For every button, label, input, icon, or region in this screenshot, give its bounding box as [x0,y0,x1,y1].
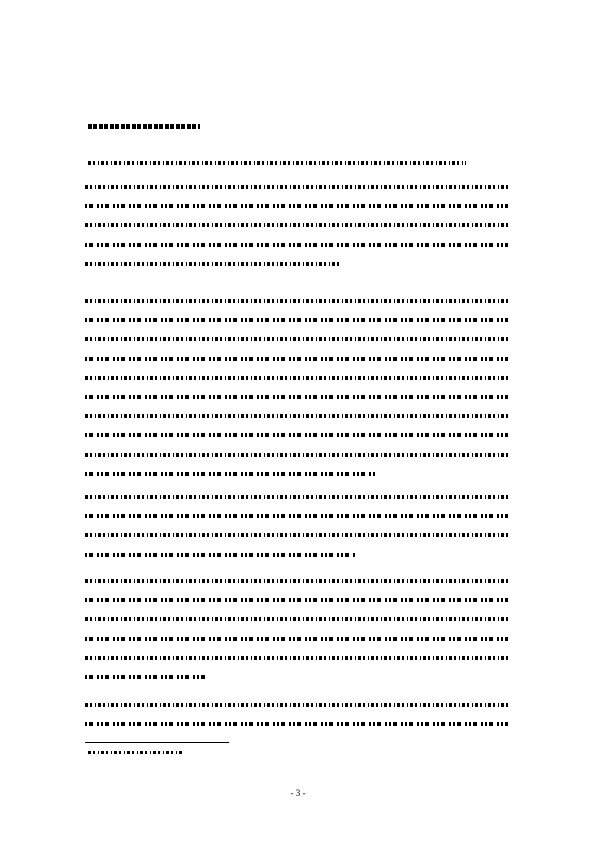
text-line [85,612,510,625]
text-line [85,390,510,403]
text-line [85,717,510,730]
paragraph-3 [85,490,510,567]
text-line [85,294,510,307]
text-line [85,651,510,664]
text-line [85,574,510,587]
text-line [85,199,510,212]
section-heading [88,119,288,129]
text-line [85,313,510,326]
paragraph-2 [85,294,510,486]
text-line [85,218,510,231]
text-line [85,548,510,561]
paragraph-1 [85,180,510,276]
subheading-text-illegible [88,161,466,165]
text-line [85,698,510,711]
text-line [85,528,510,541]
text-line [85,467,510,480]
text-line [85,428,510,441]
text-line [85,509,510,522]
text-line [85,332,510,345]
paragraph-4 [85,574,510,689]
text-line [85,371,510,384]
footnote-text-illegible [88,751,184,754]
text-line [85,490,510,503]
text-line [85,352,510,365]
text-line [85,670,510,683]
footnote [88,746,188,756]
page-number: - 3 - [290,788,306,798]
text-line [85,238,510,251]
text-line [85,593,510,606]
paragraph-5 [85,698,510,736]
text-line [85,409,510,422]
section-subheading [88,156,508,166]
heading-text-illegible [88,124,200,129]
text-line [85,257,510,270]
text-line [85,180,510,193]
text-line [85,632,510,645]
text-line [85,448,510,461]
footnote-separator [85,742,229,743]
